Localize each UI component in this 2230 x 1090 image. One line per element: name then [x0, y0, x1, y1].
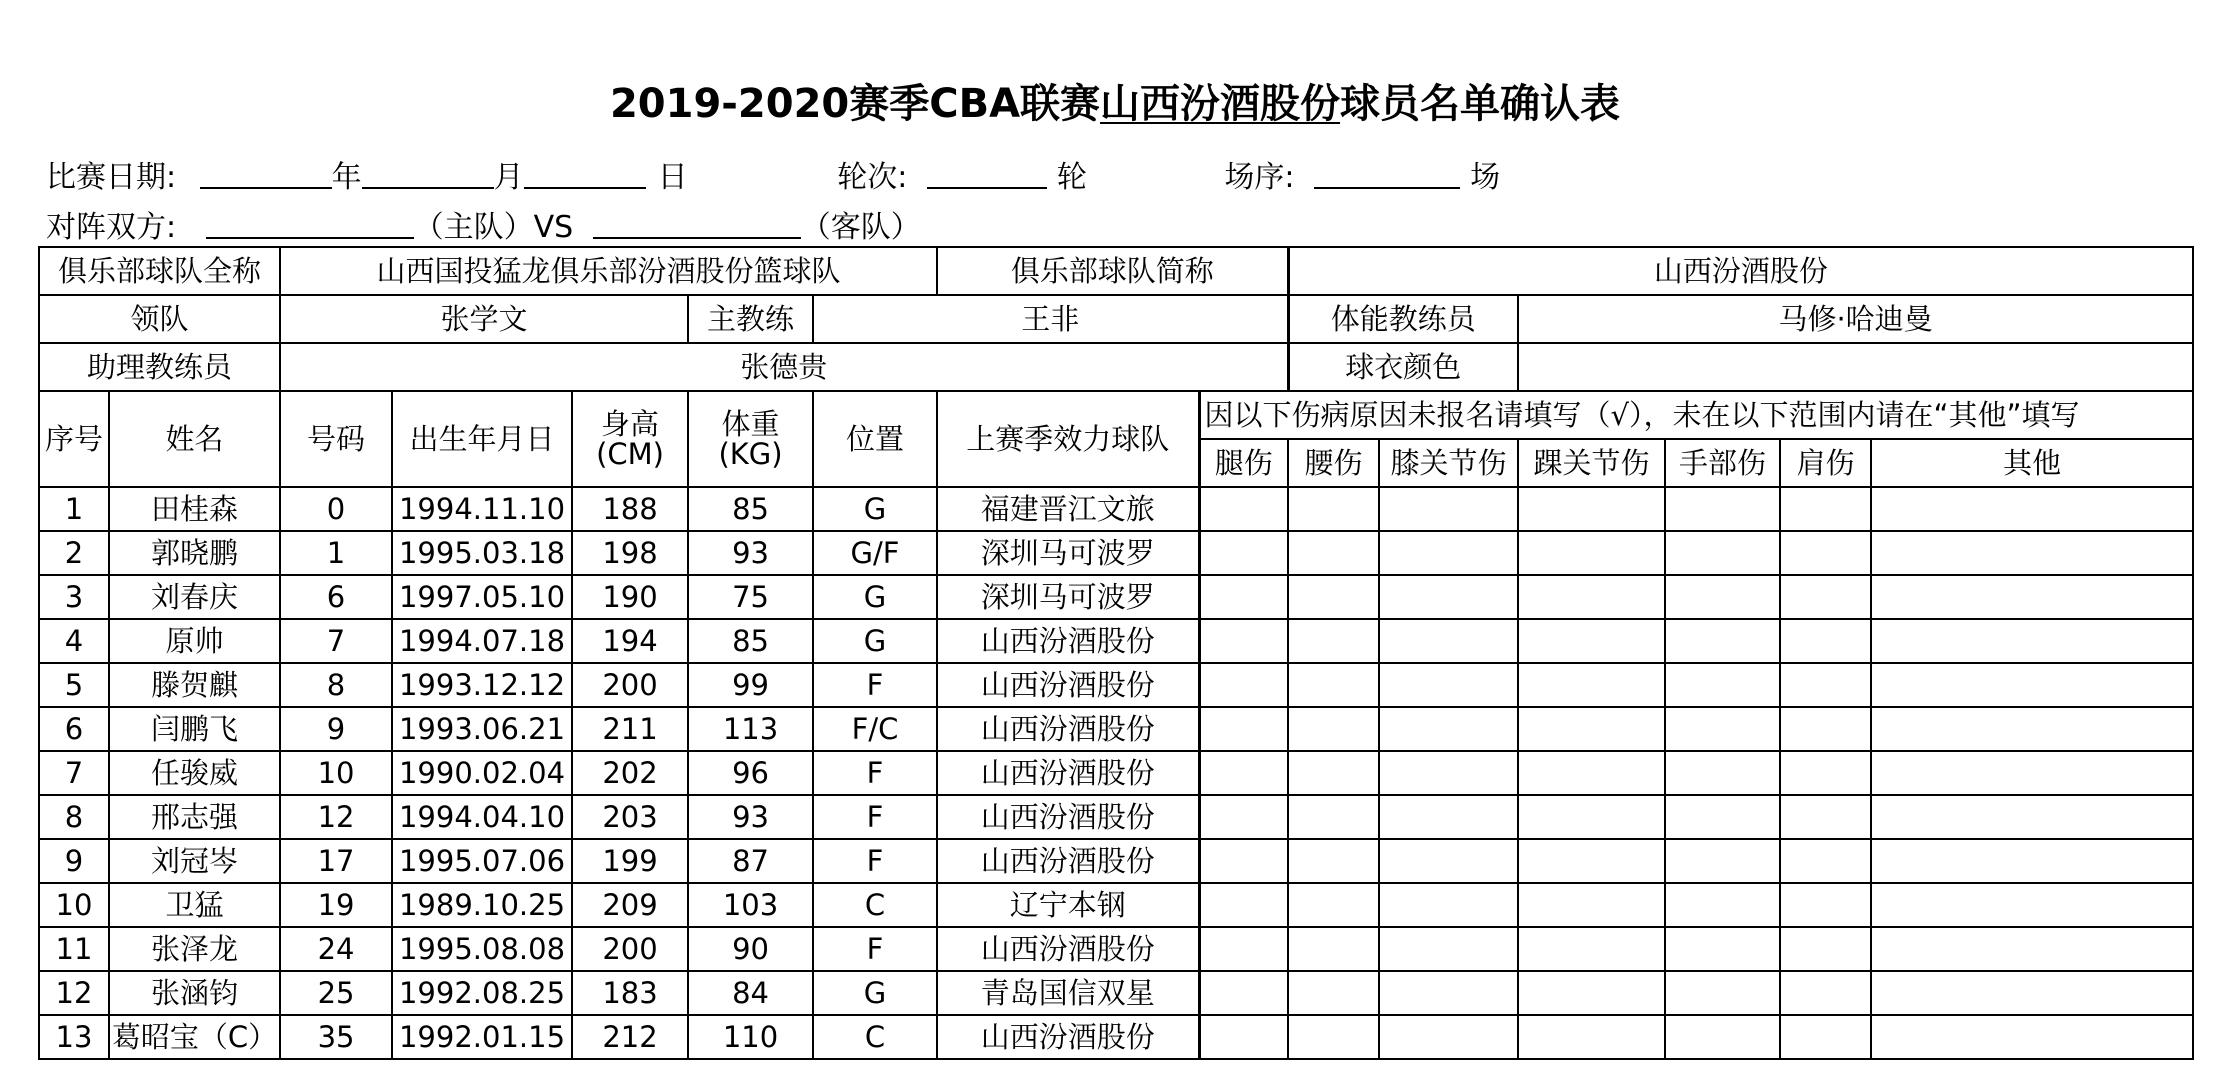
injury-cell-knee[interactable]: [1379, 1015, 1518, 1059]
col-height-unit: (CM): [596, 437, 664, 471]
injury-cell-leg[interactable]: [1199, 927, 1288, 971]
injury-cell-waist[interactable]: [1288, 707, 1379, 751]
coach-value: 王非: [813, 295, 1288, 343]
player-birthdate: 1992.01.15: [392, 1015, 572, 1059]
col-hand-injury: 手部伤: [1665, 439, 1780, 487]
round-label: 轮次:: [837, 160, 908, 195]
player-name: 邢志强: [109, 795, 280, 839]
injury-cell-knee[interactable]: [1379, 663, 1518, 707]
injury-cell-ankle[interactable]: [1518, 487, 1665, 531]
injury-cell-leg[interactable]: [1199, 795, 1288, 839]
injury-cell-knee[interactable]: [1379, 531, 1518, 575]
player-name: 张涵钧: [109, 971, 280, 1015]
col-weight-unit: (KG): [718, 437, 783, 471]
injury-cell-waist[interactable]: [1288, 795, 1379, 839]
teams-label: 对阵双方:: [46, 210, 177, 245]
injury-cell-knee[interactable]: [1379, 795, 1518, 839]
injury-cell-hand[interactable]: [1665, 575, 1780, 619]
player-birthdate: 1989.10.25: [392, 883, 572, 927]
injury-cell-ankle[interactable]: [1518, 531, 1665, 575]
player-position: G: [813, 487, 937, 531]
injury-cell-other[interactable]: [1871, 487, 2193, 531]
injury-cell-shoulder[interactable]: [1780, 1015, 1871, 1059]
player-number: 0: [280, 487, 392, 531]
injury-cell-other[interactable]: [1871, 619, 2193, 663]
injury-cell-leg[interactable]: [1199, 663, 1288, 707]
player-last-team: 山西汾酒股份: [937, 751, 1199, 795]
day-label: 日: [657, 160, 688, 195]
player-last-team: 深圳马可波罗: [937, 575, 1199, 619]
player-number: 10: [280, 751, 392, 795]
player-name: 卫猛: [109, 883, 280, 927]
fitness-coach-value: 马修·哈迪曼: [1518, 295, 2193, 343]
player-weight: 103: [688, 883, 813, 927]
assistant-value: 张德贵: [280, 343, 1288, 391]
injury-cell-waist[interactable]: [1288, 883, 1379, 927]
player-name: 原帅: [109, 619, 280, 663]
player-height: 209: [572, 883, 688, 927]
injury-cell-hand[interactable]: [1665, 751, 1780, 795]
player-birthdate: 1994.07.18: [392, 619, 572, 663]
player-weight: 110: [688, 1015, 813, 1059]
table-row: [39, 619, 2193, 663]
player-last-team: 山西汾酒股份: [937, 707, 1199, 751]
player-name: 张泽龙: [109, 927, 280, 971]
injury-cell-shoulder[interactable]: [1780, 531, 1871, 575]
table-row: [39, 751, 2193, 795]
injury-cell-other[interactable]: [1871, 795, 2193, 839]
title-team-name: 山西汾酒股份: [1100, 81, 1341, 127]
injury-cell-knee[interactable]: [1379, 971, 1518, 1015]
roster-table: [38, 246, 2194, 1060]
col-shoulder-injury: 肩伤: [1780, 439, 1871, 487]
injury-cell-knee[interactable]: [1379, 707, 1518, 751]
player-last-team: 山西汾酒股份: [937, 663, 1199, 707]
table-row: [39, 971, 2193, 1015]
match-info-line: [46, 152, 1500, 196]
injury-cell-waist[interactable]: [1288, 531, 1379, 575]
player-last-team: 辽宁本钢: [937, 883, 1199, 927]
injury-cell-knee[interactable]: [1379, 487, 1518, 531]
title-prefix: 2019-2020赛季CBA联赛: [609, 81, 1101, 127]
player-seq: 5: [39, 663, 109, 707]
injury-cell-waist[interactable]: [1288, 927, 1379, 971]
match-order-unit: 场: [1470, 160, 1501, 195]
player-last-team: 山西汾酒股份: [937, 1015, 1199, 1059]
jersey-color-label: 球衣颜色: [1288, 343, 1518, 391]
injury-cell-ankle[interactable]: [1518, 663, 1665, 707]
player-seq: 9: [39, 839, 109, 883]
round-unit: 轮: [1056, 160, 1087, 195]
player-last-team: 山西汾酒股份: [937, 927, 1199, 971]
injury-cell-ankle[interactable]: [1518, 839, 1665, 883]
injury-cell-shoulder[interactable]: [1780, 795, 1871, 839]
col-knee-injury: 膝关节伤: [1379, 439, 1518, 487]
player-weight: 85: [688, 619, 813, 663]
injury-cell-knee[interactable]: [1379, 839, 1518, 883]
injury-cell-knee[interactable]: [1379, 927, 1518, 971]
player-seq: 6: [39, 707, 109, 751]
injury-cell-knee[interactable]: [1379, 883, 1518, 927]
fitness-coach-label: 体能教练员: [1288, 295, 1518, 343]
injury-cell-leg[interactable]: [1199, 575, 1288, 619]
leader-value: 张学文: [280, 295, 688, 343]
staff-row: [39, 295, 2193, 343]
injury-cell-shoulder[interactable]: [1780, 663, 1871, 707]
player-weight: 75: [688, 575, 813, 619]
player-name: 闫鹏飞: [109, 707, 280, 751]
player-birthdate: 1994.04.10: [392, 795, 572, 839]
injury-cell-leg[interactable]: [1199, 531, 1288, 575]
round-blank[interactable]: [927, 159, 1047, 189]
injury-cell-hand[interactable]: [1665, 971, 1780, 1015]
player-seq: 3: [39, 575, 109, 619]
injury-cell-leg[interactable]: [1199, 839, 1288, 883]
injury-cell-other[interactable]: [1871, 575, 2193, 619]
player-number: 25: [280, 971, 392, 1015]
table-row: [39, 795, 2193, 839]
injury-cell-waist[interactable]: [1288, 971, 1379, 1015]
player-height: 198: [572, 531, 688, 575]
col-height-label: 身高: [601, 406, 660, 441]
injury-cell-hand[interactable]: [1665, 1015, 1780, 1059]
injury-cell-other[interactable]: [1871, 751, 2193, 795]
injury-cell-leg[interactable]: [1199, 883, 1288, 927]
player-birthdate: 1993.06.21: [392, 707, 572, 751]
form-title: [0, 72, 2230, 129]
player-number: 24: [280, 927, 392, 971]
col-waist-injury: 腰伤: [1288, 439, 1379, 487]
injury-cell-hand[interactable]: [1665, 707, 1780, 751]
full-name-value: 山西国投猛龙俱乐部汾酒股份篮球队: [280, 247, 937, 295]
col-height: [572, 391, 688, 487]
injury-cell-ankle[interactable]: [1518, 883, 1665, 927]
player-weight: 113: [688, 707, 813, 751]
player-birthdate: 1992.08.25: [392, 971, 572, 1015]
injury-cell-other[interactable]: [1871, 1015, 2193, 1059]
injury-cell-shoulder[interactable]: [1780, 619, 1871, 663]
player-last-team: 山西汾酒股份: [937, 619, 1199, 663]
player-name: 任骏威: [109, 751, 280, 795]
injury-cell-hand[interactable]: [1665, 795, 1780, 839]
injury-cell-shoulder[interactable]: [1780, 575, 1871, 619]
player-position: C: [813, 1015, 937, 1059]
col-seq: 序号: [39, 391, 109, 487]
player-number: 19: [280, 883, 392, 927]
col-birth: 出生年月日: [392, 391, 572, 487]
injury-cell-shoulder[interactable]: [1780, 927, 1871, 971]
player-height: 183: [572, 971, 688, 1015]
short-name-label: 俱乐部球队简称: [937, 247, 1288, 295]
injury-cell-shoulder[interactable]: [1780, 751, 1871, 795]
injury-cell-leg[interactable]: [1199, 707, 1288, 751]
col-last-team: 上赛季效力球队: [937, 391, 1199, 487]
injury-cell-ankle[interactable]: [1518, 927, 1665, 971]
injury-cell-leg[interactable]: [1199, 971, 1288, 1015]
player-number: 9: [280, 707, 392, 751]
player-number: 35: [280, 1015, 392, 1059]
player-position: F: [813, 927, 937, 971]
player-name: 田桂森: [109, 487, 280, 531]
player-last-team: 福建晋江文旅: [937, 487, 1199, 531]
injury-cell-leg[interactable]: [1199, 619, 1288, 663]
col-other-injury: 其他: [1871, 439, 2193, 487]
injury-cell-waist[interactable]: [1288, 1015, 1379, 1059]
player-position: G: [813, 971, 937, 1015]
player-seq: 10: [39, 883, 109, 927]
player-birthdate: 1997.05.10: [392, 575, 572, 619]
player-birthdate: 1995.07.06: [392, 839, 572, 883]
injury-note: 因以下伤病原因未报名请填写（√），未在以下范围内请在“其他”填写: [1199, 391, 2193, 439]
player-last-team: 青岛国信双星: [937, 971, 1199, 1015]
injury-cell-ankle[interactable]: [1518, 795, 1665, 839]
table-row: [39, 487, 2193, 531]
injury-cell-ankle[interactable]: [1518, 1015, 1665, 1059]
player-height: 190: [572, 575, 688, 619]
injury-cell-ankle[interactable]: [1518, 707, 1665, 751]
player-height: 202: [572, 751, 688, 795]
day-blank[interactable]: [524, 159, 646, 189]
player-position: G: [813, 575, 937, 619]
player-birthdate: 1990.02.04: [392, 751, 572, 795]
injury-cell-hand[interactable]: [1665, 839, 1780, 883]
player-birthdate: 1995.03.18: [392, 531, 572, 575]
injury-cell-other[interactable]: [1871, 927, 2193, 971]
injury-cell-hand[interactable]: [1665, 619, 1780, 663]
player-rows: [39, 487, 2193, 1059]
player-height: 212: [572, 1015, 688, 1059]
away-team-label: （客队）: [800, 210, 921, 245]
player-weight: 90: [688, 927, 813, 971]
injury-cell-ankle[interactable]: [1518, 619, 1665, 663]
full-name-label: 俱乐部球队全称: [39, 247, 280, 295]
player-number: 17: [280, 839, 392, 883]
player-position: G/F: [813, 531, 937, 575]
title-suffix: 球员名单确认表: [1340, 81, 1621, 127]
player-height: 194: [572, 619, 688, 663]
player-birthdate: 1993.12.12: [392, 663, 572, 707]
player-seq: 13: [39, 1015, 109, 1059]
player-position: F: [813, 795, 937, 839]
injury-cell-shoulder[interactable]: [1780, 883, 1871, 927]
injury-cell-waist[interactable]: [1288, 751, 1379, 795]
player-number: 8: [280, 663, 392, 707]
injury-cell-hand[interactable]: [1665, 663, 1780, 707]
player-seq: 12: [39, 971, 109, 1015]
player-seq: 7: [39, 751, 109, 795]
table-row: [39, 839, 2193, 883]
col-number: 号码: [280, 391, 392, 487]
injury-cell-shoulder[interactable]: [1780, 707, 1871, 751]
home-team-label: （主队）VS: [413, 210, 574, 245]
injury-cell-other[interactable]: [1871, 663, 2193, 707]
injury-cell-ankle[interactable]: [1518, 751, 1665, 795]
player-name: 葛昭宝（C）: [109, 1015, 280, 1059]
col-leg-injury: 腿伤: [1199, 439, 1288, 487]
player-height: 188: [572, 487, 688, 531]
player-seq: 1: [39, 487, 109, 531]
col-position: 位置: [813, 391, 937, 487]
player-position: C: [813, 883, 937, 927]
month-label: 月: [493, 160, 524, 195]
injury-cell-knee[interactable]: [1379, 619, 1518, 663]
injury-cell-waist[interactable]: [1288, 663, 1379, 707]
player-seq: 4: [39, 619, 109, 663]
away-team-blank[interactable]: [593, 209, 801, 239]
player-weight: 85: [688, 487, 813, 531]
player-last-team: 深圳马可波罗: [937, 531, 1199, 575]
col-weight: [688, 391, 813, 487]
player-height: 211: [572, 707, 688, 751]
player-birthdate: 1995.08.08: [392, 927, 572, 971]
injury-cell-other[interactable]: [1871, 707, 2193, 751]
player-position: F: [813, 839, 937, 883]
player-weight: 93: [688, 795, 813, 839]
injury-cell-waist[interactable]: [1288, 575, 1379, 619]
player-position: G: [813, 619, 937, 663]
injury-cell-shoulder[interactable]: [1780, 487, 1871, 531]
date-label: 比赛日期:: [46, 160, 177, 195]
player-seq: 2: [39, 531, 109, 575]
player-birthdate: 1994.11.10: [392, 487, 572, 531]
player-name: 滕贺麒: [109, 663, 280, 707]
home-team-blank[interactable]: [206, 209, 414, 239]
player-number: 1: [280, 531, 392, 575]
player-name: 郭晓鹏: [109, 531, 280, 575]
player-seq: 8: [39, 795, 109, 839]
table-row: [39, 575, 2193, 619]
injury-cell-ankle[interactable]: [1518, 971, 1665, 1015]
player-height: 199: [572, 839, 688, 883]
injury-cell-hand[interactable]: [1665, 927, 1780, 971]
column-header-row: [39, 391, 2193, 439]
player-height: 203: [572, 795, 688, 839]
col-weight-label: 体重: [721, 406, 780, 441]
injury-cell-shoulder[interactable]: [1780, 971, 1871, 1015]
leader-label: 领队: [39, 295, 280, 343]
injury-cell-other[interactable]: [1871, 839, 2193, 883]
player-name: 刘冠岑: [109, 839, 280, 883]
col-ankle-injury: 踝关节伤: [1518, 439, 1665, 487]
player-number: 6: [280, 575, 392, 619]
injury-cell-knee[interactable]: [1379, 575, 1518, 619]
table-row: [39, 883, 2193, 927]
injury-cell-waist[interactable]: [1288, 839, 1379, 883]
club-name-row: [39, 247, 2193, 295]
player-position: F: [813, 751, 937, 795]
player-position: F: [813, 663, 937, 707]
year-label: 年: [331, 160, 362, 195]
player-position: F/C: [813, 707, 937, 751]
player-weight: 96: [688, 751, 813, 795]
match-order-label: 场序:: [1224, 160, 1295, 195]
teams-line: [46, 202, 921, 246]
injury-cell-ankle[interactable]: [1518, 575, 1665, 619]
injury-cell-leg[interactable]: [1199, 751, 1288, 795]
match-order-blank[interactable]: [1314, 159, 1460, 189]
injury-cell-other[interactable]: [1871, 531, 2193, 575]
injury-cell-knee[interactable]: [1379, 751, 1518, 795]
player-height: 200: [572, 663, 688, 707]
player-seq: 11: [39, 927, 109, 971]
injury-cell-other[interactable]: [1871, 883, 2193, 927]
assistant-label: 助理教练员: [39, 343, 280, 391]
table-row: [39, 927, 2193, 971]
player-weight: 84: [688, 971, 813, 1015]
table-row: [39, 707, 2193, 751]
year-blank[interactable]: [200, 159, 332, 189]
injury-cell-leg[interactable]: [1199, 1015, 1288, 1059]
player-last-team: 山西汾酒股份: [937, 839, 1199, 883]
player-number: 7: [280, 619, 392, 663]
player-weight: 99: [688, 663, 813, 707]
injury-cell-hand[interactable]: [1665, 883, 1780, 927]
table-row: [39, 531, 2193, 575]
player-name: 刘春庆: [109, 575, 280, 619]
injury-cell-waist[interactable]: [1288, 487, 1379, 531]
table-row: [39, 1015, 2193, 1059]
injury-cell-shoulder[interactable]: [1780, 839, 1871, 883]
player-weight: 93: [688, 531, 813, 575]
table-row: [39, 663, 2193, 707]
injury-cell-hand[interactable]: [1665, 531, 1780, 575]
jersey-color-value[interactable]: [1518, 343, 2193, 391]
col-name: 姓名: [109, 391, 280, 487]
injury-cell-leg[interactable]: [1199, 487, 1288, 531]
short-name-value: 山西汾酒股份: [1288, 247, 2193, 295]
injury-cell-other[interactable]: [1871, 971, 2193, 1015]
player-last-team: 山西汾酒股份: [937, 795, 1199, 839]
player-number: 12: [280, 795, 392, 839]
month-blank[interactable]: [362, 159, 494, 189]
player-height: 200: [572, 927, 688, 971]
assistant-row: [39, 343, 2193, 391]
injury-cell-waist[interactable]: [1288, 619, 1379, 663]
coach-label: 主教练: [688, 295, 813, 343]
injury-cell-hand[interactable]: [1665, 487, 1780, 531]
player-weight: 87: [688, 839, 813, 883]
